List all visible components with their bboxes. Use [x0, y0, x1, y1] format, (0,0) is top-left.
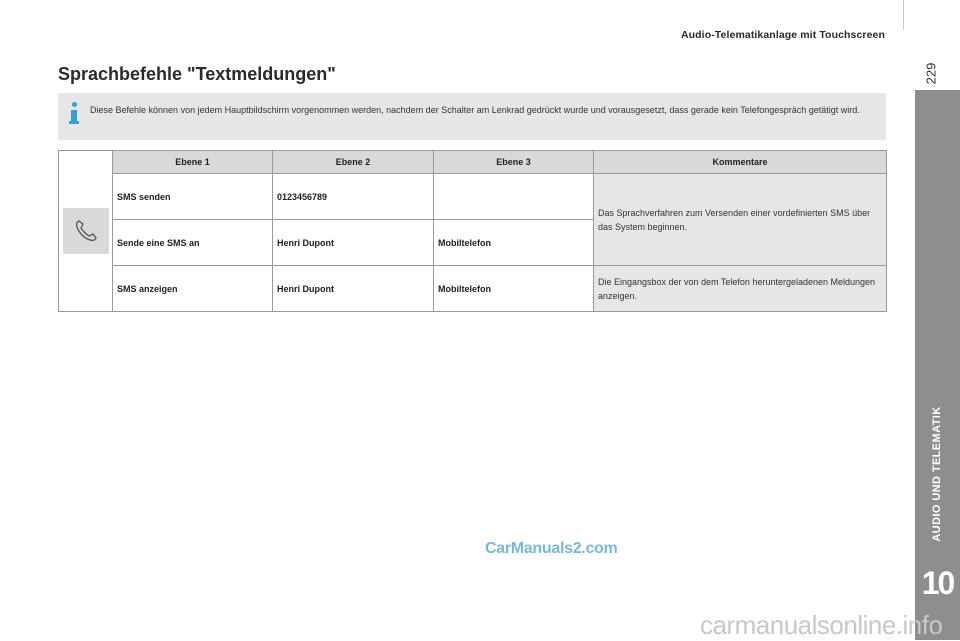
table-row [59, 174, 887, 220]
phone-icon [63, 208, 109, 254]
table-row [59, 266, 887, 312]
level-3-cell [434, 174, 594, 220]
page-title: Sprachbefehle "Textmeldungen" [58, 64, 336, 84]
level-2-cell: Henri Dupont [273, 220, 434, 266]
info-note-text: Diese Befehle können von jedem Hauptbildschirm vorgenommen werden, nachdem der Schalter am Lenkrad gedrückt wurde und vorausgesetzt, dass gerade kein Telefongespräch getätigt wird. [90, 105, 860, 115]
level-2-cell: 0123456789 [273, 174, 434, 220]
chapter-tab-label: AUDIO UND TELEMATIK [931, 406, 943, 542]
column-header: Ebene 2 [273, 151, 434, 174]
column-header: Ebene 3 [434, 151, 594, 174]
level-1-cell: SMS anzeigen [113, 266, 273, 312]
level-3-cell: Mobiltelefon [434, 266, 594, 312]
column-header: Kommentare [594, 151, 887, 174]
level-3-cell: Mobiltelefon [434, 220, 594, 266]
icon-column-cell [59, 151, 113, 312]
level-1-cell: Sende eine SMS an [113, 220, 273, 266]
chapter-side-tab [915, 90, 960, 640]
comment-cell: Das Sprachverfahren zum Versenden einer vordefinierten SMS über das System beginnen. [594, 174, 887, 266]
header-divider [903, 0, 904, 30]
voice-command-table [58, 150, 887, 312]
page-number: 229 [923, 62, 939, 85]
watermark-link[interactable]: CarManuals2.com [485, 540, 618, 557]
running-header: Audio-Telematikanlage mit Touchscreen [680, 29, 885, 41]
column-header: Ebene 1 [113, 151, 273, 174]
chapter-number: 10 [921, 565, 954, 601]
level-2-cell: Henri Dupont [273, 266, 434, 312]
info-icon [69, 102, 79, 126]
comment-cell: Die Eingangsbox der von dem Telefon heruntergeladenen Meldungen anzeigen. [594, 266, 887, 312]
info-note [58, 93, 886, 140]
table-header-row [59, 151, 887, 174]
level-1-cell: SMS senden [113, 174, 273, 220]
watermark-text: carmanualsonline.info [700, 610, 943, 640]
